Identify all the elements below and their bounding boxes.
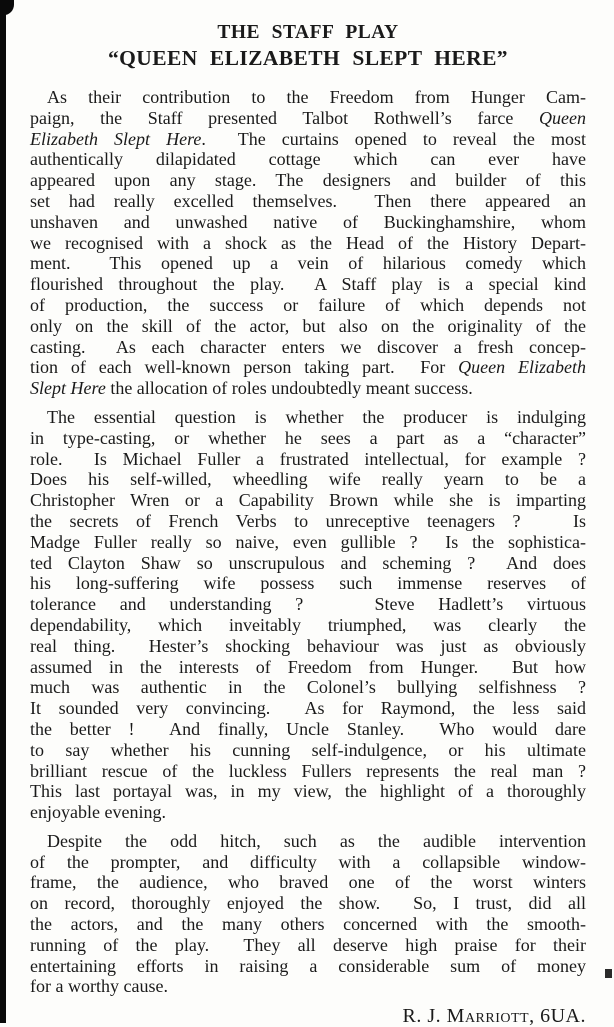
text-line: the secrets of French Verbs to unreceptive teenagers ? Is — [30, 510, 586, 531]
text-line: casting. As each character enters we discover a fresh concep- — [30, 336, 586, 357]
text-line: Does his self-willed, wheedling wife really yearn to be a — [30, 469, 586, 490]
scan-corner-artifact — [0, 0, 14, 15]
text-line: his long-suffering wife possess such immense reserves of — [30, 573, 586, 594]
text-line: only on the skill of the actor, but also on the originality of the — [30, 315, 586, 336]
text-line: As their contribution to the Freedom from Hunger Cam- — [47, 87, 586, 107]
text-line: authentically dilapidated cottage which can ever have — [30, 149, 586, 170]
text-line: entertaining efforts in raising a considerable sum of money — [30, 955, 586, 976]
text-line: brilliant rescue of the luckless Fullers represents the real man ? — [30, 760, 586, 781]
text-line: real thing. Hester’s shocking behaviour was just as obviously — [30, 635, 586, 656]
text-line: tion of each well-known person taking part. For Queen Elizabeth — [30, 357, 586, 378]
text-line: frame, the audience, who braved one of the worst winters — [30, 872, 586, 893]
italic-phrase: Queen — [539, 107, 586, 128]
text-line: flourished throughout the play. A Staff play is a special kind — [30, 274, 586, 295]
text-line: we recognised with a shock as the Head of the History Depart- — [30, 232, 586, 253]
text-line: set had really excelled themselves. Then there appeared an — [30, 190, 586, 211]
scan-gutter-strip — [0, 0, 6, 1023]
text-line: paign, the Staff presented Talbot Rothwell’s farce Queen — [30, 107, 586, 128]
text-line: assumed in the interests of Freedom from Hunger. But how — [30, 656, 586, 677]
text-line: Madge Fuller really so naive, even gullible ? Is the sophistica- — [30, 531, 586, 552]
scan-edge-speck — [605, 969, 612, 978]
text-line: Slept Here the allocation of roles undoubtedly meant success. — [30, 378, 473, 399]
text-line: running of the play. They all deserve high praise for their — [30, 934, 586, 955]
text-line: on record, thoroughly enjoyed the show. So, I trust, did all — [30, 893, 586, 914]
text-line: Elizabeth Slept Here. The curtains opened to reveal the most — [30, 128, 586, 149]
text-line: the better ! And finally, Uncle Stanley. Who would dare — [30, 718, 586, 739]
text-line: role. Is Michael Fuller a frustrated intellectual, for example ? — [30, 448, 586, 469]
text-line: to say whether his cunning self-indulgence, or his ultimate — [30, 739, 586, 760]
text-line: appeared upon any stage. The designers and builder of this — [30, 170, 586, 191]
author-signature: R. J. Marriott, 6UA. — [402, 1005, 586, 1027]
article-title-line-2: “QUEEN ELIZABETH SLEPT HERE” — [108, 46, 508, 70]
text-line: tolerance and understanding ? Steve Hadlett’s virtuous — [30, 594, 586, 615]
text-line: for a worthy cause. — [30, 976, 168, 997]
paragraph — [30, 87, 586, 399]
article-body — [30, 87, 586, 997]
text-line: ment. This opened up a vein of hilarious comedy which — [30, 253, 586, 274]
text-line: Christopher Wren or a Capability Brown while she is imparting — [30, 490, 586, 511]
text-line: The essential question is whether the producer is indulging — [47, 406, 586, 427]
text-line: enjoyable evening. — [30, 802, 166, 823]
text-line: Despite the odd hitch, such as the audible intervention — [47, 830, 586, 851]
text-line: This last portayal was, in my view, the highlight of a thoroughly — [30, 781, 586, 802]
text-line: It sounded very convincing. As for Raymond, the less said — [30, 698, 586, 719]
text-line: unshaven and unwashed native of Buckinghamshire, whom — [30, 211, 586, 232]
paragraph — [30, 407, 586, 823]
italic-phrase: Elizabeth Slept Here — [30, 128, 202, 149]
text-line: dependability, which inveitably triumphed, was clearly the — [30, 614, 586, 635]
page-content — [30, 22, 586, 1027]
text-line: the actors, and the many others concerned with the smooth- — [30, 914, 586, 935]
article-title-line-1: THE STAFF PLAY — [217, 22, 399, 43]
text-line: of production, the success or failure of which depends not — [30, 294, 586, 315]
paragraph — [30, 831, 586, 997]
italic-phrase: Queen Elizabeth — [458, 357, 586, 378]
text-line: of the prompter, and difficulty with a collapsible window- — [30, 851, 586, 872]
text-line: ted Clayton Shaw so unscrupulous and scheming ? And does — [30, 552, 586, 573]
text-line: in type-casting, or whether he sees a part as a “character” — [30, 427, 586, 448]
article-title — [30, 22, 586, 70]
italic-phrase: Slept Here — [30, 378, 106, 399]
text-line: much was authentic in the Colonel’s bullying selfishness ? — [30, 677, 586, 698]
